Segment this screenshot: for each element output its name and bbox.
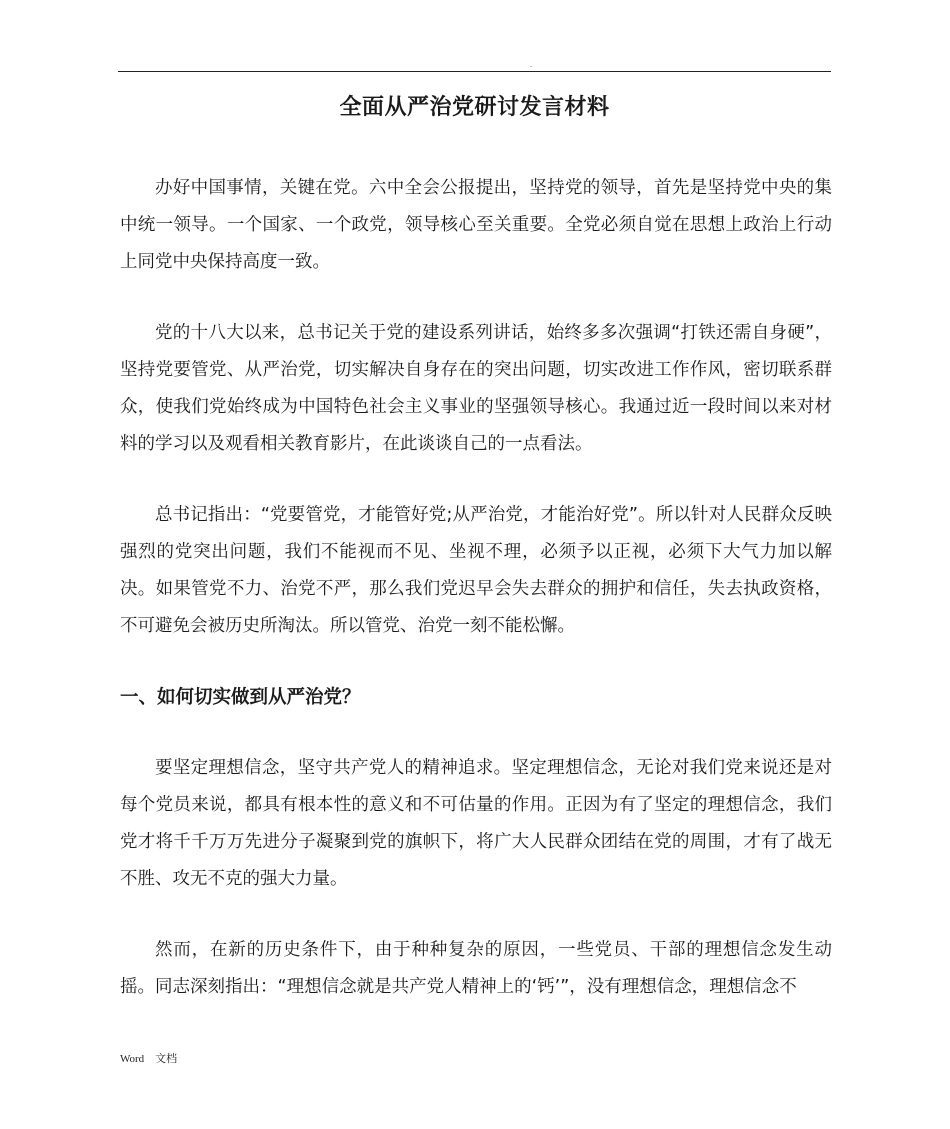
section-paragraph-1: 要坚定理想信念，坚守共产党人的精神追求。坚定理想信念，无论对我们党来说还是对每个党员来说，都具有根本性的意义和不可估量的作用。正因为有了坚定的理想信念，我们党才将千千万万先进分子凝聚到党的旗帜下，将广大人民群众团结在党的周围，才有了战无不胜、攻无不克的强大力量。 (120, 758, 832, 889)
paragraph-1: 办好中国事情，关键在党。六中全会公报提出，坚持党的领导，首先是坚持党中央的集中统一领导。一个国家、一个政党，领导核心至关重要。全党必须自觉在思想上政治上行动上同党中央保持高度一致。 (120, 178, 832, 272)
section-paragraph-2: 然而，在新的历史条件下，由于种种复杂的原因，一些党员、干部的理想信念发生动摇。同志深刻指出：“理想信念就是共产党人精神上的‘钙’”，没有理想信念，理想信念不 (120, 940, 832, 997)
header-mark: . (530, 60, 532, 69)
section-heading: 一、如何切实做到从严治党？ (120, 687, 361, 708)
footer-label: Word 文档 (120, 1053, 178, 1065)
paragraph-2: 党的十八大以来，总书记关于党的建设系列讲话，始终多多次强调“打铁还需自身硬”，坚持党要管党、从严治党，切实解决自身存在的突出问题，切实改进工作作风，密切联系群众，使我们党始终成为中国特色社会主义事业的坚强领导核心。我通过近一段时间以来对材料的学习以及观看相关教育影片，在此谈谈自己的一点看法。 (120, 323, 832, 454)
document-title: 全面从严治党研讨发言材料 (339, 95, 610, 120)
paragraph-3: 总书记指出：“党要管党，才能管好党;从严治党，才能治好党”。所以针对人民群众反映强烈的党突出问题，我们不能视而不见、坐视不理，必须予以正视，必须下大气力加以解决。如果管党不力、治党不严，那么我们党迟早会失去群众的拥护和信任，失去执政资格，不可避免会被历史所淘汰。所以管党、治党一刻不能松懈。 (120, 505, 832, 636)
document-body (120, 170, 832, 1040)
header-rule (118, 71, 831, 72)
